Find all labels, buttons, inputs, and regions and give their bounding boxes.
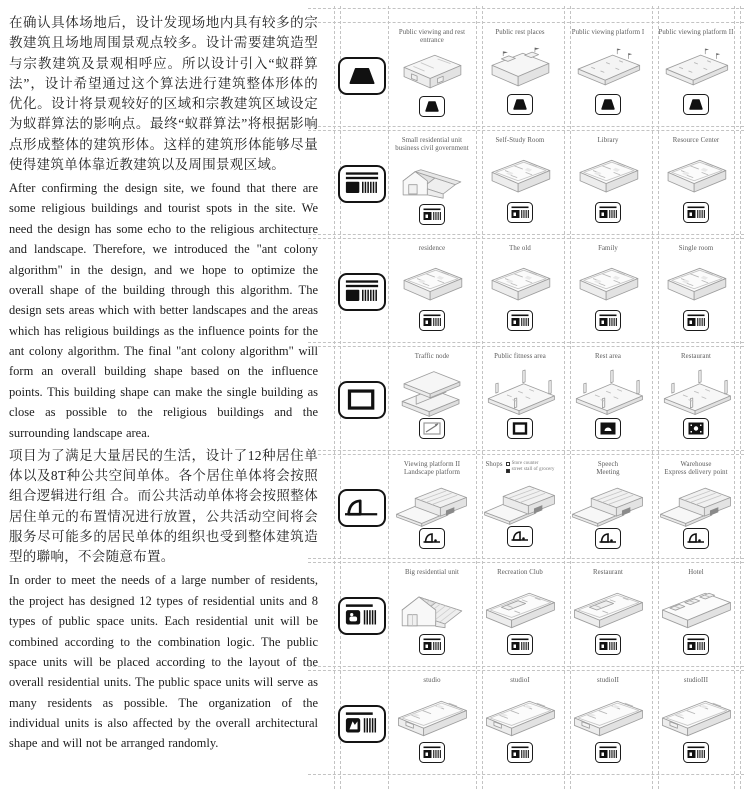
unit-cell	[476, 134, 564, 234]
building-drawing-slab	[568, 367, 648, 421]
unit-label-text: Rest area	[595, 353, 621, 360]
dashed-gridline	[308, 558, 744, 559]
unit-cell	[652, 674, 740, 774]
building-drawing-ramp	[392, 477, 472, 531]
barcode-mini-icon	[595, 202, 621, 223]
unit-label	[596, 458, 619, 478]
barcode-mini-icon	[419, 634, 445, 655]
trapezoid-icon	[338, 57, 386, 95]
unit-label	[688, 566, 704, 584]
shops-legend	[506, 462, 555, 473]
unit-cell	[652, 26, 740, 126]
barcode-mini-icon	[419, 742, 445, 763]
unit-label-text: studioII	[597, 677, 619, 684]
dashed-gridline	[308, 450, 744, 451]
unit-cell	[564, 566, 652, 666]
unit-label	[572, 26, 645, 44]
barcode-block-icon	[338, 273, 386, 311]
unit-label-text: Resource Center	[672, 137, 720, 144]
unit-label-text: studioI	[510, 677, 530, 684]
building-drawing-unit	[568, 691, 648, 745]
dashed-gridline	[308, 234, 744, 235]
unit-cell	[564, 26, 652, 126]
diagonal-mini-icon	[419, 418, 445, 439]
unit-label	[681, 350, 711, 368]
unit-label	[405, 566, 459, 584]
unit-label	[593, 566, 623, 584]
unit-label-text: Self-Study Room	[495, 137, 545, 144]
unit-label	[485, 458, 554, 476]
outline-square-icon	[506, 462, 510, 466]
ramp-mini-icon	[595, 528, 621, 549]
building-drawing-long	[480, 583, 560, 637]
flag-barcode-icon	[338, 705, 386, 743]
unit-label-text: residence	[418, 245, 446, 252]
dashed-gridline	[308, 126, 744, 127]
unit-label-text: Recreation Club	[497, 569, 543, 576]
unit-diagram-grid	[330, 0, 750, 797]
unit-label	[415, 350, 450, 368]
unit-label	[395, 134, 468, 154]
unit-cell	[388, 350, 476, 450]
unit-label	[659, 26, 734, 44]
trapezoid-mini-icon	[419, 96, 445, 117]
building-drawing-open	[480, 151, 560, 205]
grid-row-1	[330, 26, 742, 126]
dashed-gridline	[308, 8, 744, 9]
unit-label-text: Library	[597, 137, 619, 144]
unit-label-text: Big residential unit	[404, 569, 460, 576]
unit-label-text: Speech	[597, 461, 619, 468]
unit-label-text: Public viewing and rest	[398, 29, 466, 36]
building-drawing-open	[480, 259, 560, 313]
barcode-mini-icon	[507, 634, 533, 655]
unit-label-text: Viewing platform II	[403, 461, 461, 468]
ramp-mini-icon	[419, 528, 445, 549]
unit-label	[664, 458, 727, 478]
building-drawing-ramp	[656, 477, 736, 531]
barcode-mini-icon	[507, 202, 533, 223]
grid-row-4	[330, 350, 742, 450]
unit-label-text: Single room	[678, 245, 714, 252]
unit-cell	[388, 242, 476, 342]
grid-row-2	[330, 134, 742, 234]
unit-cell	[564, 350, 652, 450]
building-drawing-open	[568, 259, 648, 313]
unit-cell	[476, 26, 564, 126]
legend-text: Store counter	[511, 461, 539, 466]
unit-label	[595, 350, 621, 368]
table-mini-icon	[683, 418, 709, 439]
ramp-mini-icon	[683, 528, 709, 549]
building-drawing-wedge	[656, 43, 736, 97]
building-drawing-ramp	[480, 475, 560, 529]
unit-label	[679, 242, 714, 260]
building-drawing-ibeam	[392, 367, 472, 421]
unit-label	[509, 242, 531, 260]
building-drawing-wedge	[568, 43, 648, 97]
dashed-gridline	[308, 774, 744, 775]
building-drawing-box	[392, 45, 472, 99]
dashed-gridline	[308, 238, 744, 239]
building-drawing-unit	[392, 691, 472, 745]
unit-cell	[652, 134, 740, 234]
filled-square-icon	[506, 469, 510, 473]
unit-label-text: Public viewing platform II	[658, 29, 734, 36]
unit-cell	[652, 566, 740, 666]
grid-row-7	[330, 674, 742, 774]
text-column	[0, 0, 326, 757]
building-drawing-unit	[656, 691, 736, 745]
unit-cell	[652, 242, 740, 342]
unit-cell	[564, 134, 652, 234]
barcode-mini-icon	[595, 634, 621, 655]
building-drawing-hotel	[656, 583, 736, 637]
unit-label	[597, 674, 619, 692]
unit-label	[494, 350, 546, 368]
building-drawing-pav	[480, 43, 560, 97]
unit-cell	[476, 242, 564, 342]
unit-cell	[388, 458, 476, 558]
unit-cell	[388, 26, 476, 126]
square-frame-icon	[338, 381, 386, 419]
unit-label-text: business civil government	[395, 145, 469, 153]
unit-label-text: Express delivery point	[664, 469, 728, 477]
trapezoid-mini-icon	[595, 94, 621, 115]
house-barcode-icon	[338, 597, 386, 635]
unit-cell	[652, 350, 740, 450]
dashed-gridline	[308, 130, 744, 131]
paragraph-en-2: In order to meet the needs of a large number of residents, the project has designed 12 types of residential units and 8 types of public space units. Each residential unit will be combined according to the combination logic. The public space units will be placed according to the layout of the overall residential units. The public space units will serve as many residents as possible. The organization of the individual units is also affected by the overall architectural shape and will not be arranged randomly.	[9, 573, 318, 751]
barcode-mini-icon	[507, 310, 533, 331]
dashed-gridline	[308, 666, 744, 667]
barcode-block-icon	[338, 165, 386, 203]
barcode-mini-icon	[419, 204, 445, 225]
unit-cell	[388, 134, 476, 234]
unit-label	[423, 674, 440, 692]
unit-label-text: Restaurant	[592, 569, 624, 576]
barcode-mini-icon	[683, 634, 709, 655]
unit-label-text: Traffic node	[414, 353, 450, 360]
dashed-gridline	[308, 346, 744, 347]
unit-label-text: entrance	[420, 37, 444, 45]
unit-label	[399, 26, 465, 46]
dashed-gridline	[308, 342, 744, 343]
unit-cell	[476, 458, 564, 558]
unit-cell	[652, 458, 740, 558]
seat-mini-icon	[595, 418, 621, 439]
unit-label-text: Hotel	[688, 569, 704, 576]
barcode-mini-icon	[595, 742, 621, 763]
building-drawing-open	[568, 151, 648, 205]
unit-label-text: studio	[423, 677, 441, 684]
unit-label-text: Landscape platform	[404, 469, 460, 477]
barcode-mini-icon	[683, 742, 709, 763]
grid-row-3	[330, 242, 742, 342]
frame-mini-icon	[507, 418, 533, 439]
unit-label	[598, 242, 618, 260]
legend-item	[506, 462, 555, 467]
building-drawing-ramp	[568, 477, 648, 531]
barcode-mini-icon	[419, 310, 445, 331]
unit-cell	[476, 674, 564, 774]
building-drawing-open	[656, 259, 736, 313]
unit-label	[495, 26, 544, 44]
barcode-mini-icon	[595, 310, 621, 331]
unit-label	[673, 134, 720, 152]
unit-label	[684, 674, 708, 692]
grid-row-6	[330, 566, 742, 666]
building-drawing-unit	[480, 691, 560, 745]
barcode-mini-icon	[683, 310, 709, 331]
dashed-gridline	[308, 670, 744, 671]
dashed-gridline	[308, 22, 744, 23]
building-drawing-slab	[480, 367, 560, 421]
unit-cell	[476, 350, 564, 450]
building-drawing-open	[392, 259, 472, 313]
unit-label-text: studioIII	[683, 677, 709, 684]
unit-label-text: The old	[509, 245, 531, 252]
unit-label-text: Public fitness area	[494, 353, 546, 360]
unit-label-text: Public viewing platform I	[571, 29, 645, 36]
unit-cell	[564, 458, 652, 558]
unit-cell	[388, 566, 476, 666]
unit-cell	[564, 242, 652, 342]
unit-label	[510, 674, 530, 692]
paragraph-en-1: After confirming the design site, we found that there are some religious buildings and tourist spots in the site. We need the design has some echo to the religious architecture and landscape. Therefore, we introduced the "ant colony algorithm" in the design, and we hope to optimize the overall shape of the building through this algorithm. The design sets areas which with better landscapes and the areas which has religious buildings as the influence points for the ant colony algorithm. The final "ant colony algorithm" will form an overall building shape based on the influence points. This building shape can make the single building as close as possible to the religious buildings and the surrounding landscape area.	[9, 181, 318, 440]
trapezoid-mini-icon	[507, 94, 533, 115]
unit-label	[497, 566, 543, 584]
building-drawing-barn	[392, 583, 472, 637]
building-drawing-gable	[392, 153, 472, 207]
unit-cell	[388, 674, 476, 774]
barcode-mini-icon	[683, 202, 709, 223]
unit-label	[404, 458, 460, 478]
barcode-mini-icon	[507, 742, 533, 763]
legend-item	[506, 468, 555, 473]
unit-label	[597, 134, 618, 152]
unit-label-text: Shops	[485, 461, 503, 468]
building-drawing-long	[568, 583, 648, 637]
dashed-gridline	[308, 454, 744, 455]
unit-label	[419, 242, 446, 260]
unit-label-text: Warehouse	[680, 461, 712, 468]
unit-cell	[564, 674, 652, 774]
building-drawing-open	[656, 151, 736, 205]
unit-label-text: Restaurant	[680, 353, 712, 360]
ramp-icon	[338, 489, 386, 527]
unit-label-text: Public rest places	[495, 29, 545, 36]
unit-cell	[476, 566, 564, 666]
unit-label-text: Small residential unit	[401, 137, 463, 144]
ramp-mini-icon	[507, 526, 533, 547]
unit-label-text: Meeting	[596, 469, 620, 477]
paragraph-zh-1: 在确认具体场地后，设计发现场地内具有较多的宗教建筑且场地周围景观点较多。设计需要建筑造型与宗教建筑及景观相呼应。所以设计引入“蚁群算法”，设计希望通过这个算法进行建筑整体形体的优化。设计将景观较好的区域和宗教建筑区域设定为蚁群算法的影响点。最终“蚁群算法”将根据影响点形成整体的建筑形体。这样的建筑形体能够尽量使得建筑单体靠近教建筑以及周围景观区域。	[9, 15, 318, 172]
dashed-gridline	[308, 562, 744, 563]
legend-text: street stall of grocery	[511, 467, 555, 473]
grid-row-5	[330, 458, 742, 558]
unit-label-text: Family	[598, 245, 618, 252]
building-drawing-slab	[656, 367, 736, 421]
unit-label	[496, 134, 545, 152]
paragraph-zh-2: 项目为了满足大量居民的生活，设计了12种居住单体以及8T种公共空间单体。各个居住单体将会按照组合逻辑进行组 合。而公共活动单体将会按照整体居住单元的布置情况进行放置，公共活动空间将会服务尽可能多的居民单体的组织也受到整体建筑造型的聯响，不会随意布置。	[9, 447, 318, 565]
trapezoid-mini-icon	[683, 94, 709, 115]
